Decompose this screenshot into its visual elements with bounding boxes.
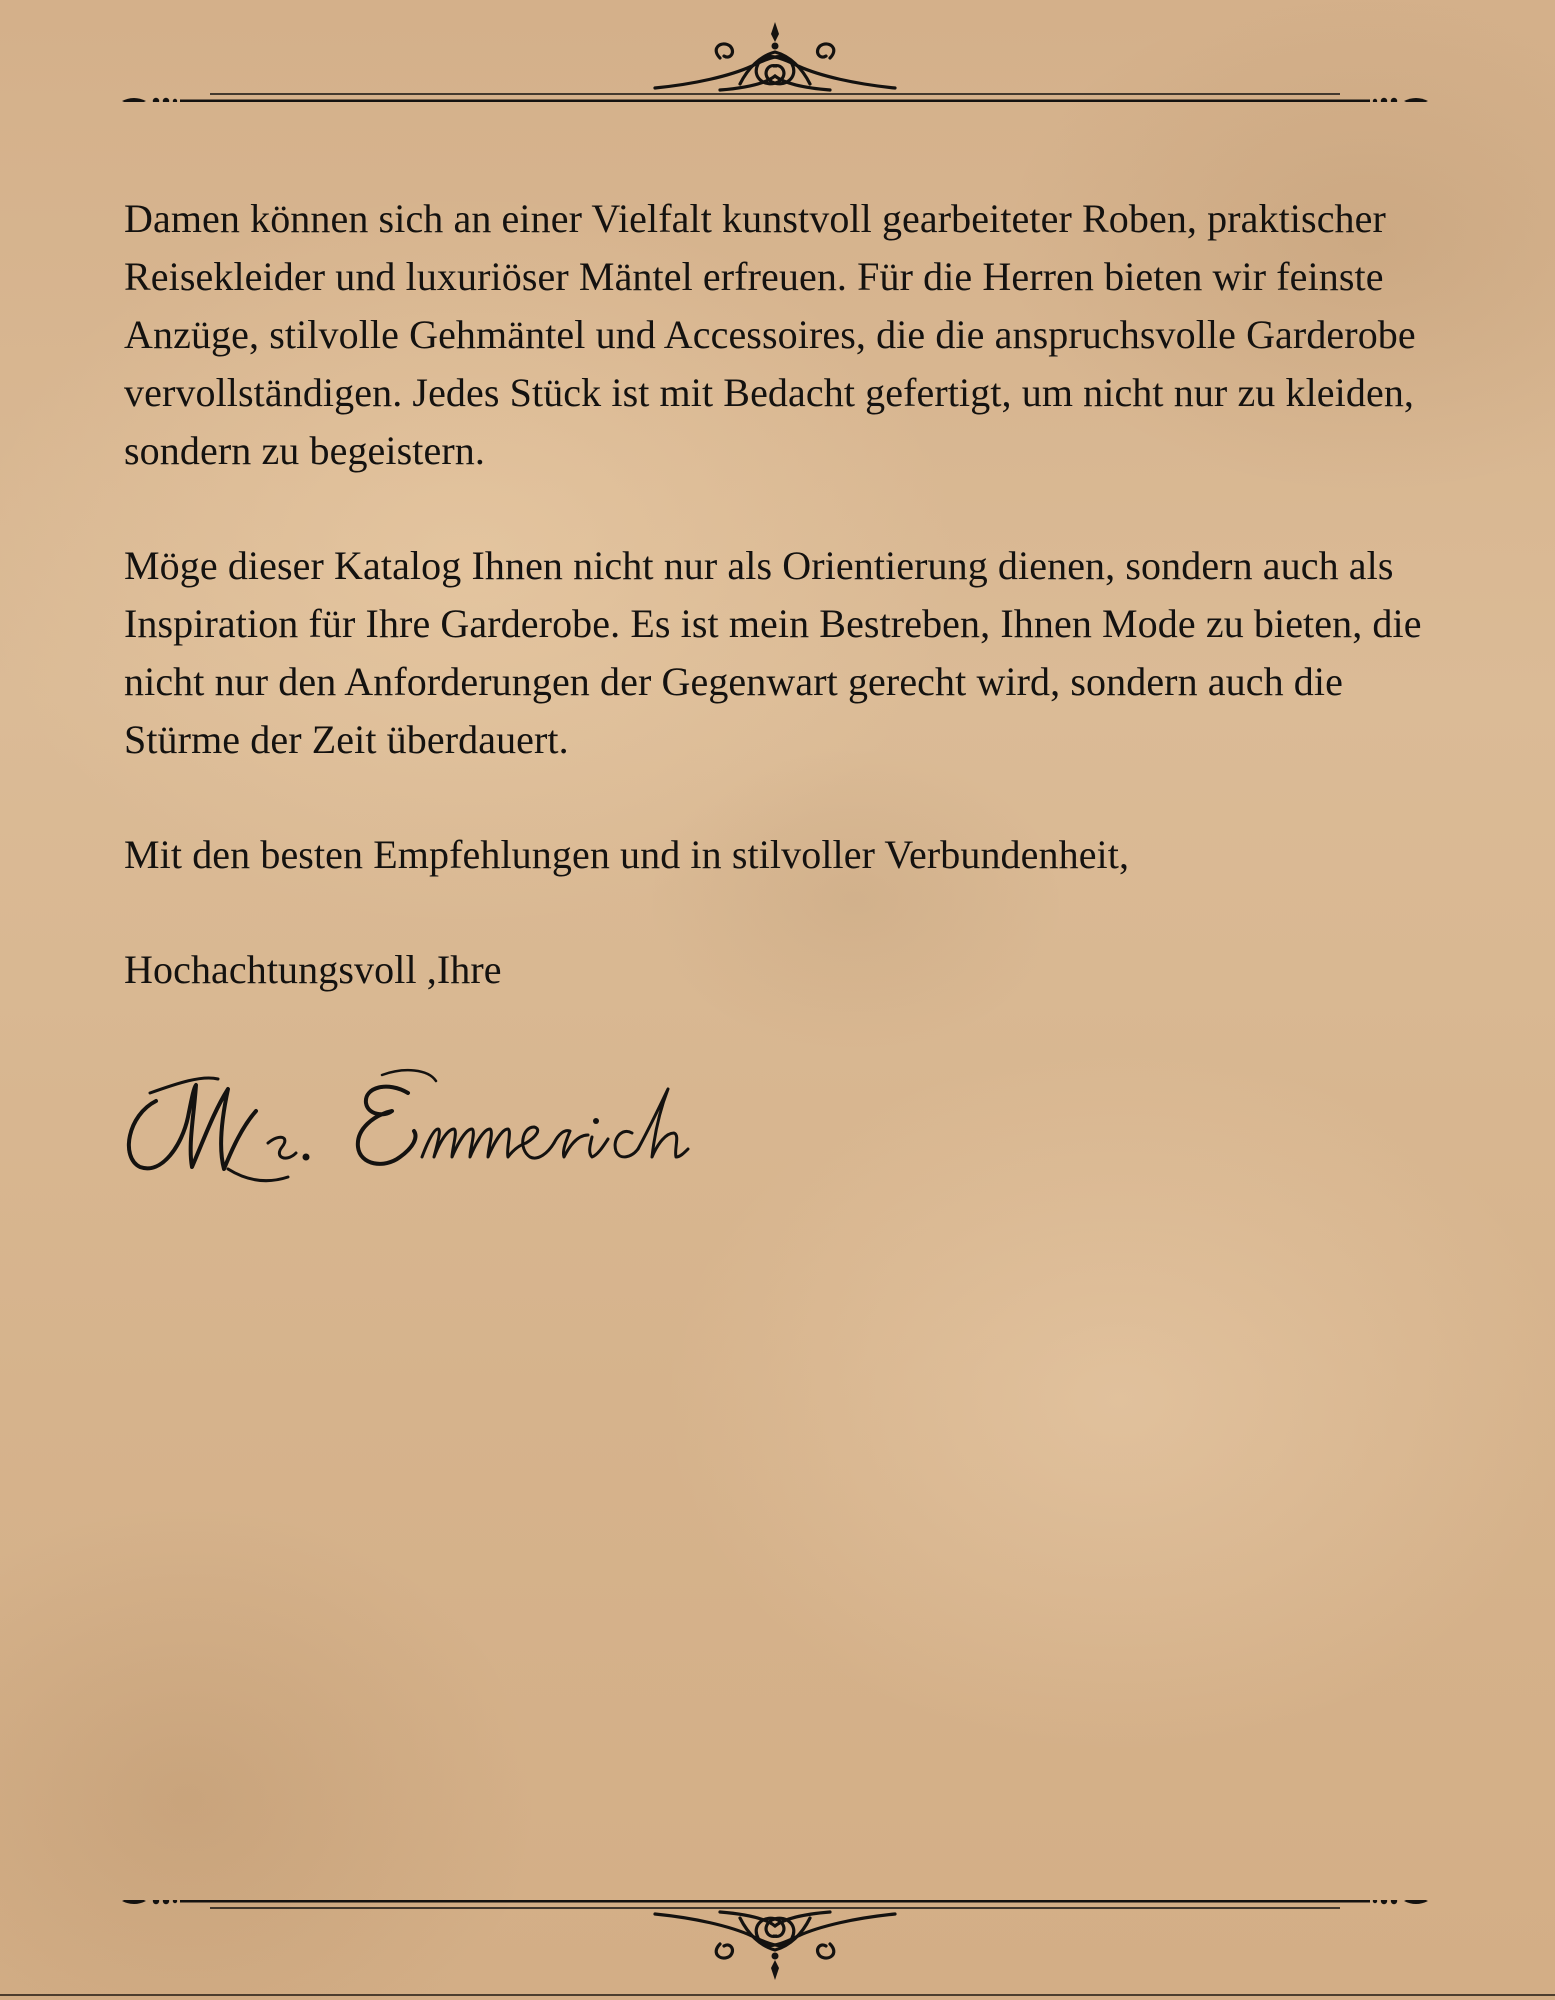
signature-icon [118,1045,738,1185]
letter-paragraph-2: Möge dieser Katalog Ihnen nicht nur als Orientierung dienen, sondern auch als Inspiration für Ihre Garderobe. Es ist mein Bestreben, Ihnen Mode zu bieten, die nicht nur den Anforderungen der Gegenwart gerecht wird, sondern auch die Stürme der Zeit überdauert. [124,543,1422,762]
letter-body [124,190,1444,999]
letter-closing: Mit den besten Empfehlungen und in stilvoller Verbundenheit, [124,832,1130,877]
letter-signoff: Hochachtungsvoll ,Ihre [124,947,502,992]
flourish-divider-icon [120,1900,1430,1990]
letter-paragraph-1: Damen können sich an einer Vielfalt kunstvoll gearbeiteter Roben, praktischer Reisekleider und luxuriöser Mäntel erfreuen. Für die Herren bieten wir feinste Anzüge, stilvolle Gehmäntel und Accessoires, die die anspruchsvolle Garderobe vervollständigen. Jedes Stück ist mit Bedacht gefertigt, um nicht nur zu kleiden, sondern zu begeistern. [124,196,1416,473]
top-flourish-ornament [120,12,1430,102]
page-bottom-edge [0,1994,1555,1996]
bottom-flourish-ornament [120,1900,1430,1990]
flourish-divider-icon [120,12,1430,102]
handwritten-signature [118,1045,738,1185]
